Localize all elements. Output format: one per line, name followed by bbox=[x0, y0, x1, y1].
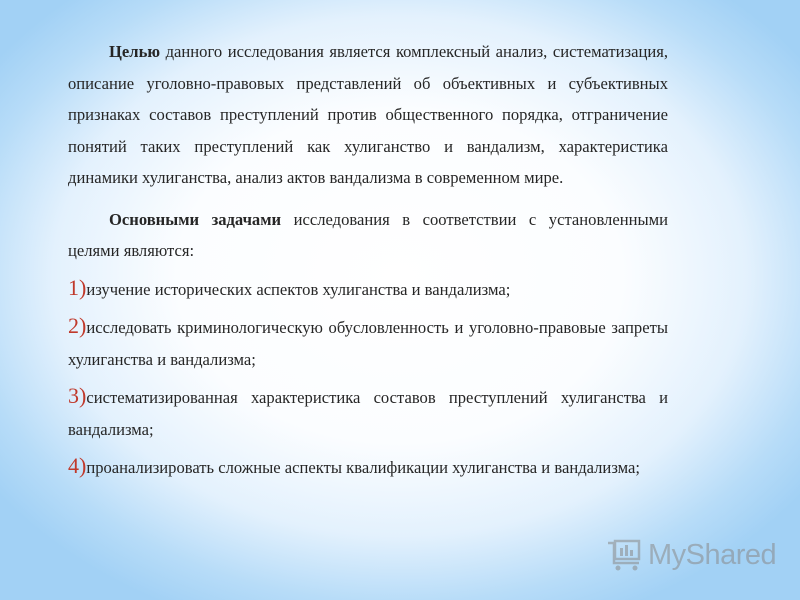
list-item bbox=[68, 310, 668, 375]
list-item-text: изучение исторических аспектов хулиганства и вандализма; bbox=[86, 279, 511, 299]
list-item-number: 2) bbox=[68, 313, 87, 338]
tasks-list bbox=[68, 272, 668, 484]
tasks-intro-paragraph bbox=[68, 204, 668, 267]
list-item-number: 1) bbox=[68, 274, 87, 300]
slide-content bbox=[68, 36, 668, 489]
list-item bbox=[68, 272, 668, 306]
list-item-number: 4) bbox=[68, 453, 87, 478]
list-item bbox=[68, 380, 668, 445]
list-item bbox=[68, 450, 668, 484]
tasks-heading: Основными задачами bbox=[109, 209, 282, 229]
myshared-logo bbox=[606, 537, 776, 573]
list-item-text: проанализировать сложные аспекты квалификации хулиганства и вандализма; bbox=[86, 458, 640, 477]
list-item-text: систематизированная характеристика составов преступлений хулиганства и вандализма; bbox=[68, 388, 668, 439]
goal-heading: Целью bbox=[109, 42, 161, 61]
tasks-intro-text: исследования в соответствии с установленными целями являются: bbox=[68, 209, 668, 260]
list-item-text: исследовать криминологическую обусловленность и уголовно-правовые запреты хулиганства и вандализма; bbox=[68, 318, 668, 369]
logo-text: MyShared bbox=[648, 538, 777, 571]
list-item-number: 3) bbox=[68, 383, 87, 408]
goal-text: данного исследования является комплексный анализ, систематизация, описание уголовно-правовых представлений об объективных и субъективных признаках составов преступлений против общественного порядка, отграничение понятий таких преступлений как хулиганство и вандализм, характеристика динамики хулиганства, анализ актов вандализма в современном мире. bbox=[68, 42, 668, 187]
cart-presentation-icon bbox=[606, 537, 642, 573]
goal-paragraph bbox=[68, 36, 668, 194]
